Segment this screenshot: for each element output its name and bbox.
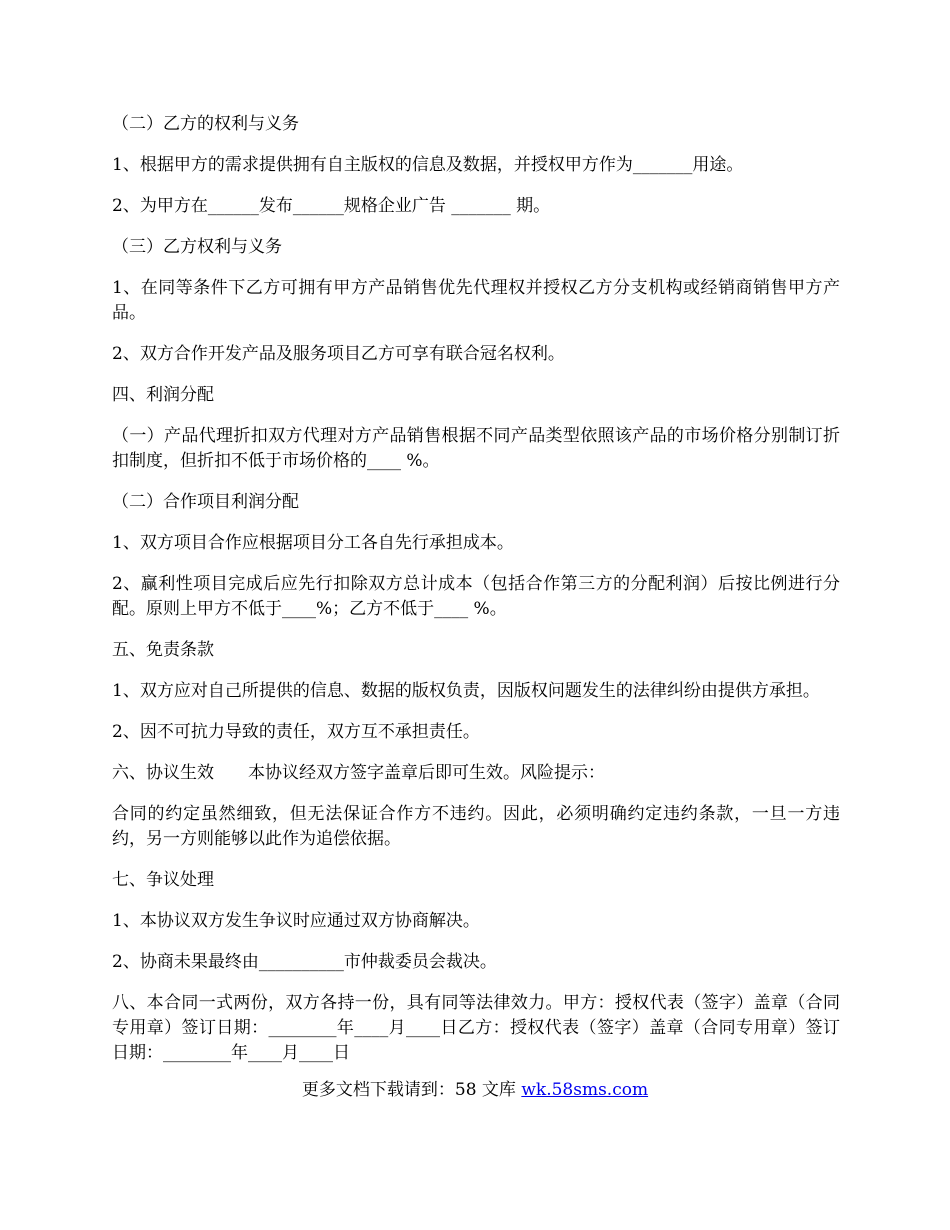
clause-paragraph: 2、因不可抗力导致的责任，双方互不承担责任。 (112, 722, 480, 742)
clause-paragraph: 2、赢利性项目完成后应先行扣除双方总计成本（包括合作第三方的分配利润）后按比例进行分配。原则上甲方不低于____%；乙方不低于____ %。 (112, 574, 840, 619)
clause-paragraph: 1、在同等条件下乙方可拥有甲方产品销售优先代理权并授权乙方分支机构或经销商销售甲方产品。 (112, 278, 840, 323)
clause-paragraph: 合同的约定虽然细致，但无法保证合作方不违约。因此，必须明确约定违约条款，一旦一方违约，另一方则能够以此作为追偿依据。 (112, 804, 840, 849)
clause-paragraph: 1、双方应对自己所提供的信息、数据的版权负责，因版权问题发生的法律纠纷由提供方承担。 (112, 681, 820, 701)
section-heading: （二）乙方的权利与义务 (112, 114, 299, 134)
clause-paragraph: 2、双方合作开发产品及服务项目乙方可享有联合冠名权利。 (112, 344, 565, 364)
clause-paragraph: 1、根据甲方的需求提供拥有自主版权的信息及数据，并授权甲方作为_______用途。 (112, 155, 744, 175)
clause-paragraph: 1、双方项目合作应根据项目分工各自先行承担成本。 (112, 533, 514, 553)
clause-paragraph: 2、协商未果最终由__________市仲裁委员会裁决。 (112, 952, 497, 972)
footer-text: 更多文档下载请到：58 文库 (301, 1080, 522, 1100)
section-heading: 五、免责条款 (112, 640, 214, 660)
footer (0, 1078, 950, 1103)
clause-paragraph: 2、为甲方在______发布______规格企业广告 _______ 期。 (112, 196, 551, 216)
document-body (112, 112, 840, 1082)
footer-link[interactable]: wk.58sms.com (521, 1080, 649, 1100)
section-heading: 七、争议处理 (112, 870, 214, 890)
clause-paragraph: （一）产品代理折扣双方代理对方产品销售根据不同产品类型依照该产品的市场价格分别制订折扣制度，但折扣不低于市场价格的____ %。 (112, 426, 840, 471)
clause-paragraph: 1、本协议双方发生争议时应通过双方协商解决。 (112, 911, 480, 931)
section-heading: 六、协议生效 本协议经双方签字盖章后即可生效。风险提示： (112, 763, 605, 783)
clause-paragraph: 八、本合同一式两份，双方各持一份，具有同等法律效力。甲方：授权代表（签字）盖章（合同专用章）签订日期：________年____月____日乙方：授权代表（签字）盖章（合同专用章）签订日期：________年____月____日 (112, 993, 840, 1063)
section-heading: （三）乙方权利与义务 (112, 237, 282, 257)
section-heading: （二）合作项目利润分配 (112, 492, 299, 512)
section-heading: 四、利润分配 (112, 385, 214, 405)
